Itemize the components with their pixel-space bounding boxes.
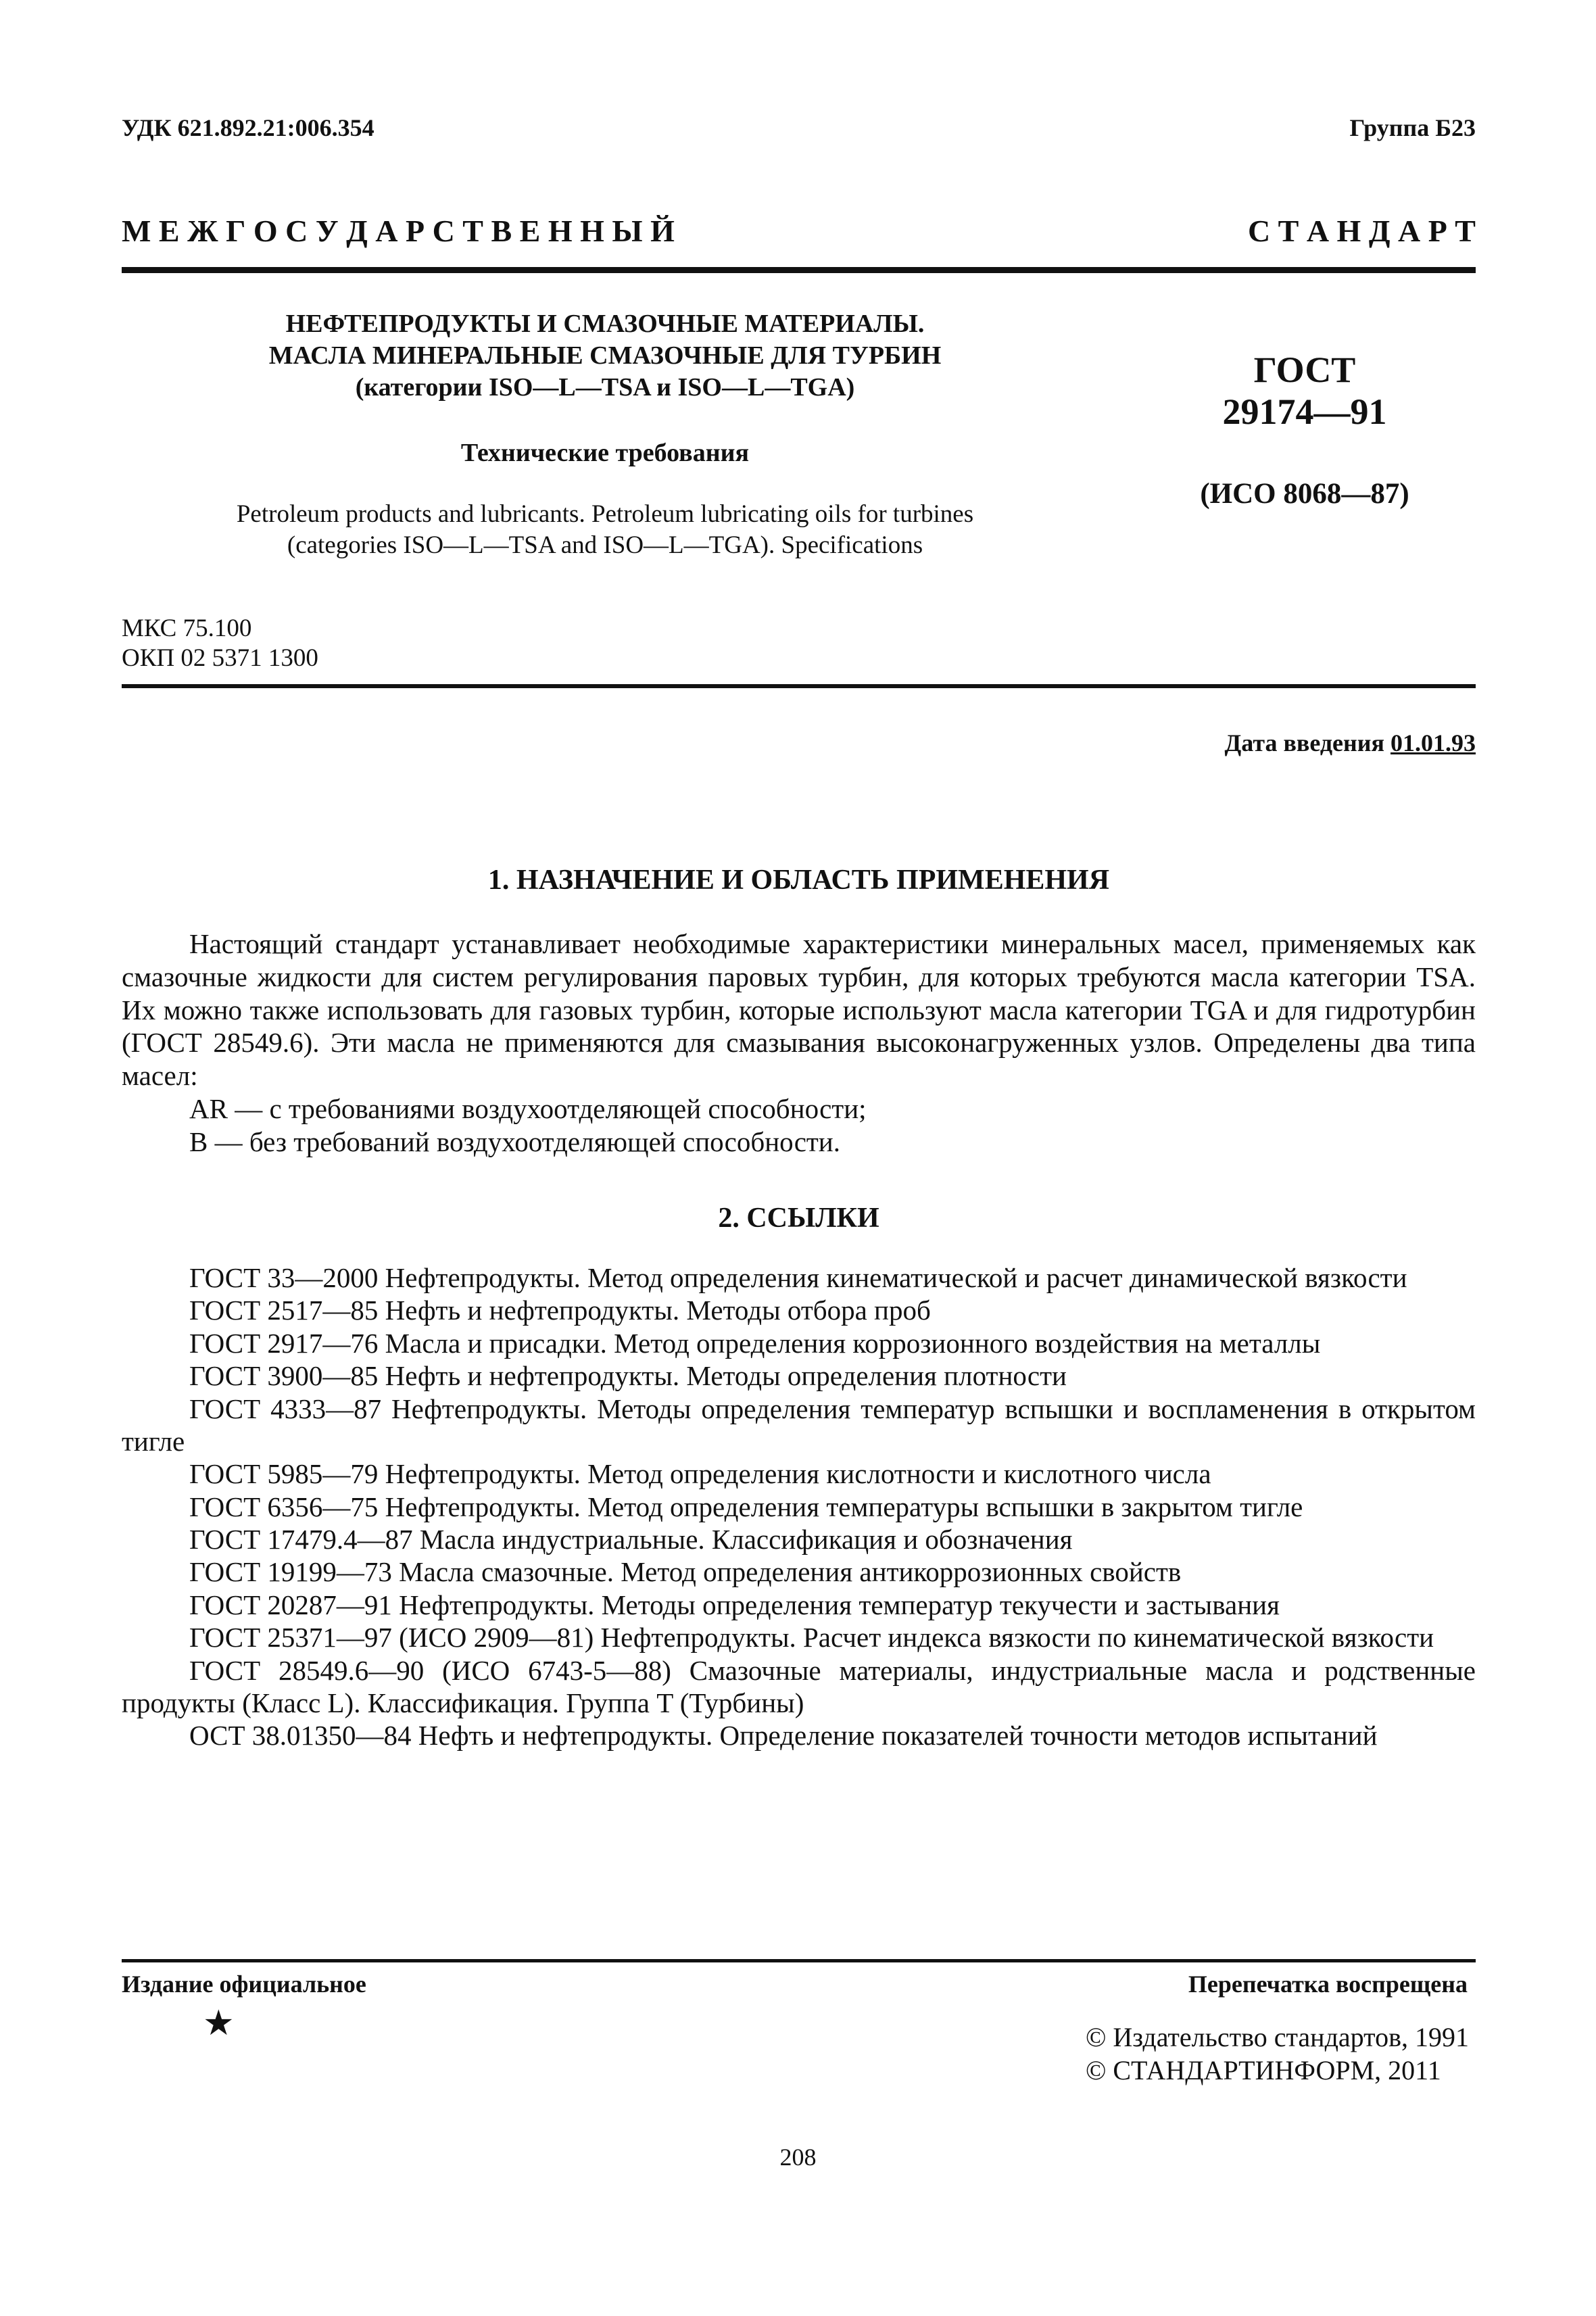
iso-designation: (ИСО 8068—87): [1200, 478, 1409, 510]
title-line-2: МАСЛА МИНЕРАЛЬНЫЕ СМАЗОЧНЫЕ ДЛЯ ТУРБИН: [268, 341, 942, 370]
title-line-1: НЕФТЕПРОДУКТЫ И СМАЗОЧНЫЕ МАТЕРИАЛЫ.: [285, 310, 925, 338]
banner-word-standard: С Т А Н Д А Р Т: [1247, 214, 1476, 248]
reference-item: ГОСТ 25371—97 (ИСО 2909—81) Нефтепродукты. Расчет индекса вязкости по кинематической вязкости: [189, 1622, 1434, 1654]
reprint-prohibited-label: Перепечатка воспрещена: [1188, 1971, 1468, 1998]
reference-item: ГОСТ 20287—91 Нефтепродукты. Методы определения температур текучести и застывания: [189, 1589, 1280, 1620]
section-1-heading: 1. НАЗНАЧЕНИЕ И ОБЛАСТЬ ПРИМЕНЕНИЯ: [487, 865, 1110, 896]
reference-item: ГОСТ 17479.4—87 Масла индустриальные. Классификация и обозначения: [189, 1524, 1073, 1555]
copyright-line-1: © Издательство стандартов, 1991: [1085, 2022, 1469, 2052]
reference-item: ОСТ 38.01350—84 Нефть и нефтепродукты. Определение показателей точности методов испытаний: [189, 1720, 1378, 1752]
section-1-paragraph: Настоящий стандарт устанавливает необходимые характеристики минеральных масел, применяемых как смазочные жидкости для систем регулирования паровых турбин, для которых требуются масла категории TSA. Их можно также использовать для газовых турбин, которые используют масла категории TGA и для гидротурбин (ГОСТ 28549.6). Эти масла не применяются для смазывания высоконагруженных узлов. Определены два типа масел:: [122, 928, 1476, 1092]
reference-item: ГОСТ 28549.6—90 (ИСО 6743-5—88) Смазочные материалы, индустриальные масла и родственные продукты (Класс L). Классификация. Группа T (Турбины): [122, 1654, 1476, 1718]
introduction-date: [1225, 729, 1476, 757]
section-2-heading: 2. ССЫЛКИ: [718, 1203, 879, 1234]
date-value: 01.01.93: [1391, 729, 1476, 756]
reference-item: ГОСТ 33—2000 Нефтепродукты. Метод определения кинематической и расчет динамической вязкости: [189, 1262, 1407, 1293]
title-line-3: (категории ISO—L—TSA и ISO—L—TGA): [355, 373, 855, 402]
document-title: [122, 308, 1088, 404]
reference-item: ГОСТ 2517—85 Нефть и нефтепродукты. Методы отбора проб: [189, 1295, 931, 1326]
mks-code: МКС 75.100: [122, 614, 252, 642]
reference-item: ГОСТ 2917—76 Масла и присадки. Метод определения коррозионного воздействия на металлы: [189, 1327, 1321, 1359]
gost-number: 29174—91: [1222, 391, 1387, 433]
footer-rule: [122, 1959, 1476, 1962]
reference-item: ГОСТ 19199—73 Масла смазочные. Метод определения антикоррозионных свойств: [189, 1556, 1182, 1588]
official-edition-label: Издание официальное: [122, 1971, 366, 1998]
document-subtitle: Технические требования: [460, 439, 750, 467]
star-icon: ★: [203, 2004, 235, 2043]
header-rule: [122, 267, 1476, 273]
gost-designation: [1136, 349, 1474, 433]
section-1-body: [122, 927, 1476, 1158]
codes-rule: [122, 684, 1476, 688]
okp-code: ОКП 02 5371 1300: [122, 644, 318, 673]
reference-item: ГОСТ 4333—87 Нефтепродукты. Методы определения температур вспышки и воспламенения в открытом тигле: [122, 1393, 1476, 1457]
reference-item: ГОСТ 5985—79 Нефтепродукты. Метод определения кислотности и кислотного числа: [189, 1458, 1211, 1490]
english-title: [122, 499, 1088, 562]
group-code: Группа Б23: [1349, 114, 1476, 141]
reference-item: ГОСТ 3900—85 Нефть и нефтепродукты. Методы определения плотности: [189, 1360, 1067, 1392]
udk-code: УДК 621.892.21:006.354: [122, 114, 374, 141]
english-title-line-1: Petroleum products and lubricants. Petroleum lubricating oils for turbines: [236, 500, 974, 528]
copyright-block: [1086, 2021, 1469, 2088]
gost-label: ГОСТ: [1253, 349, 1356, 390]
banner-word-interstate: М Е Ж Г О С У Д А Р С Т В Е Н Н Ы Й: [122, 214, 675, 248]
copyright-line-2: © СТАНДАРТИНФОРМ, 2011: [1085, 2054, 1441, 2085]
oil-type-b: B — без требований воздухоотделяющей способности.: [189, 1126, 840, 1157]
classification-codes: [122, 614, 318, 674]
date-label: Дата введения: [1224, 729, 1384, 756]
references-list: [122, 1261, 1476, 1752]
standard-banner: [122, 213, 1476, 249]
reference-item: ГОСТ 6356—75 Нефтепродукты. Метод определения температуры вспышки в закрытом тигле: [189, 1491, 1303, 1522]
page-number: 208: [779, 2144, 817, 2171]
oil-type-ar: AR — с требованиями воздухоотделяющей способности;: [189, 1092, 867, 1124]
english-title-line-2: (categories ISO—L—TSA and ISO—L—TGA). Specifications: [287, 531, 923, 560]
